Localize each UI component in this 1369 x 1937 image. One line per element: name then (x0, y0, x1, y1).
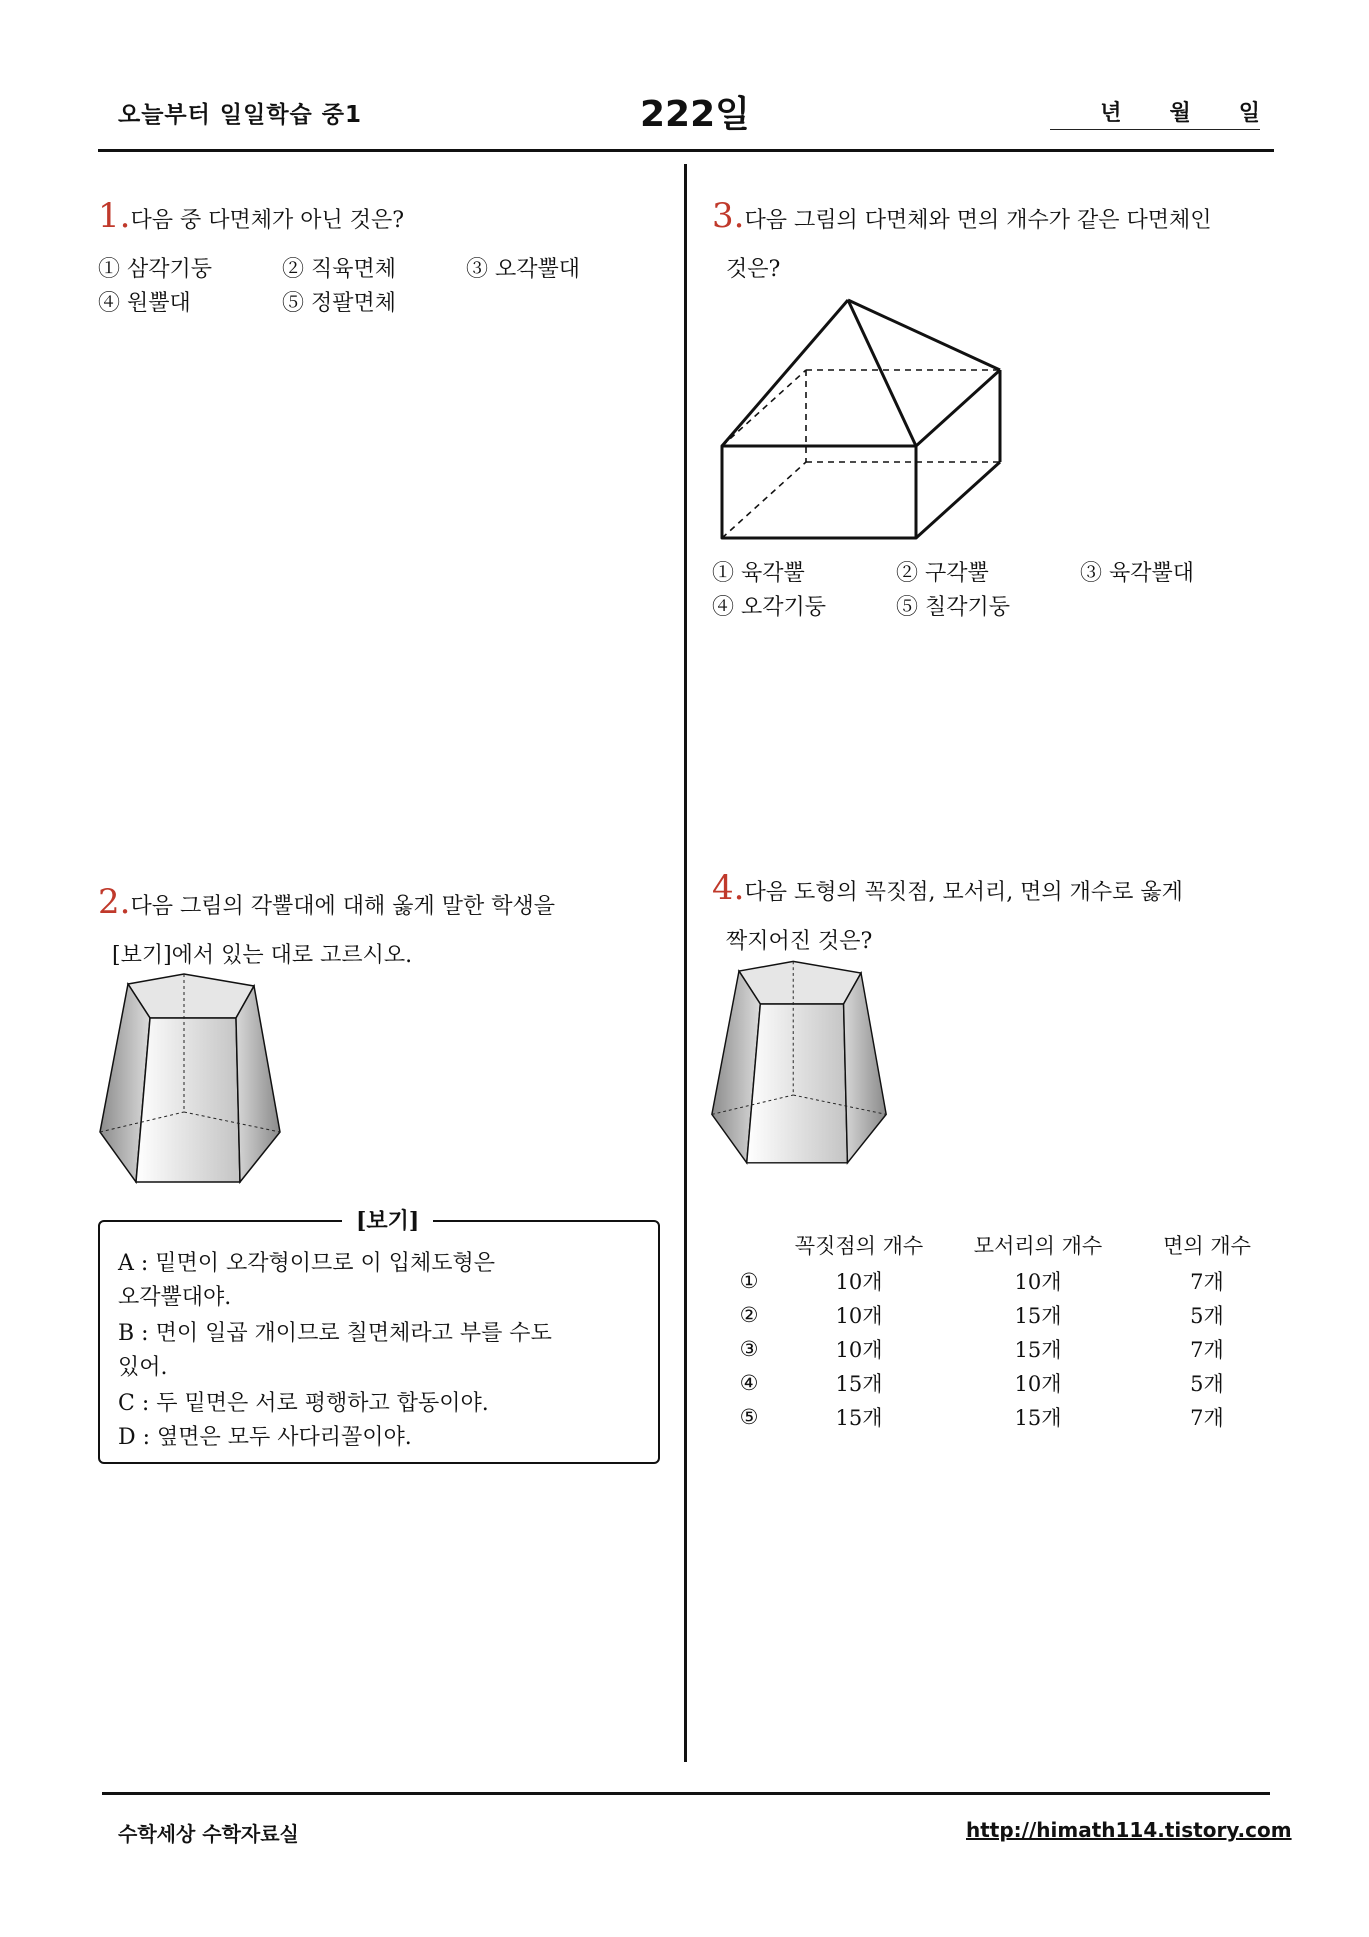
question-4-text: 다음 도형의 꼭짓점, 모서리, 면의 개수로 옳게 (744, 880, 1183, 905)
faces-cell: 7개 (1190, 1338, 1224, 1362)
q3-choice-3: ③ 육각뿔대 (1080, 561, 1195, 586)
option-marker: ③ (739, 1337, 759, 1361)
example-box-title: [보기] (342, 1204, 433, 1235)
edges-cell: 15개 (1014, 1406, 1062, 1430)
vertices-cell: 10개 (835, 1338, 883, 1362)
table-header-blank (722, 1230, 776, 1264)
date-field (1050, 96, 1260, 130)
edges-cell: 15개 (1014, 1338, 1062, 1362)
table-row (722, 1332, 1280, 1366)
pentagonal-frustum-figure-2 (708, 958, 892, 1172)
vertices-cell: 15개 (835, 1372, 883, 1396)
option-marker: ① (739, 1269, 759, 1293)
example-line-b: B : 면이 일곱 개이므로 칠면체라고 부를 수도 (118, 1321, 552, 1346)
table-header-vertices: 꼭짓점의 개수 (794, 1234, 924, 1258)
question-1 (98, 196, 404, 236)
option-marker: ④ (739, 1371, 759, 1395)
table-header-faces: 면의 개수 (1163, 1234, 1251, 1258)
example-line-a: A : 밑면이 오각형이므로 이 입체도형은 (118, 1251, 496, 1276)
edges-cell: 10개 (1014, 1270, 1062, 1294)
table-header-edges: 모서리의 개수 (973, 1234, 1103, 1258)
q3-choice-4: ④ 오각기둥 (712, 595, 827, 620)
question-3-text: 다음 그림의 다면체와 면의 개수가 같은 다면체인 (744, 208, 1212, 233)
table-row (722, 1366, 1280, 1400)
header-rule (98, 149, 1274, 152)
example-line-b-cont: 있어. (118, 1355, 168, 1380)
table-row (722, 1298, 1280, 1332)
question-4-text-cont: 짝지어진 것은? (726, 929, 873, 954)
faces-cell: 7개 (1190, 1270, 1224, 1294)
footer-url-link[interactable]: http://himath114.tistory.com (966, 1818, 1292, 1842)
q3-choice-5: ⑤ 칠각기둥 (896, 595, 1011, 620)
question-2-text-cont: [보기]에서 있는 대로 고르시오. (112, 943, 413, 968)
day-title: 222일 (640, 94, 750, 135)
example-line-a-cont: 오각뿔대야. (118, 1285, 232, 1310)
q3-choice-1: ① 육각뿔 (712, 561, 805, 586)
q1-choice-5: ⑤ 정팔면체 (282, 291, 397, 316)
question-4 (712, 868, 1183, 908)
q1-choice-4: ④ 원뿔대 (98, 291, 191, 316)
question-2 (98, 882, 555, 922)
column-divider (684, 164, 687, 1762)
date-day-label: 일 (1238, 101, 1260, 126)
footer-rule (102, 1792, 1270, 1795)
pentagonal-frustum-figure (96, 972, 286, 1190)
vertices-cell: 15개 (835, 1406, 883, 1430)
question-3-number: 3. (712, 196, 745, 236)
question-4-number: 4. (712, 868, 745, 908)
question-3 (712, 196, 1211, 236)
date-month-label: 월 (1169, 101, 1191, 126)
edges-cell: 15개 (1014, 1304, 1062, 1328)
q1-choice-2: ② 직육면체 (282, 257, 397, 282)
footer-site-name: 수학세상 수학자료실 (118, 1822, 299, 1846)
question-2-text: 다음 그림의 각뿔대에 대해 옳게 말한 학생을 (130, 894, 555, 919)
question-1-text: 다음 중 다면체가 아닌 것은? (130, 208, 404, 233)
worksheet-series: 오늘부터 일일학습 중1 (118, 102, 362, 128)
question-3-text-cont: 것은? (726, 257, 781, 282)
question-2-number: 2. (98, 882, 131, 922)
option-marker: ② (739, 1303, 759, 1327)
date-year-label: 년 (1100, 101, 1122, 126)
table-header-row (722, 1230, 1280, 1264)
table-row (722, 1400, 1280, 1434)
q3-choice-2: ② 구각뿔 (896, 561, 989, 586)
faces-cell: 5개 (1190, 1372, 1224, 1396)
question-1-number: 1. (98, 196, 131, 236)
q1-choice-1: ① 삼각기둥 (98, 257, 213, 282)
faces-cell: 5개 (1190, 1304, 1224, 1328)
edges-cell: 10개 (1014, 1372, 1062, 1396)
q1-choice-3: ③ 오각뿔대 (466, 257, 581, 282)
vertices-cell: 10개 (835, 1304, 883, 1328)
table-row (722, 1264, 1280, 1298)
faces-cell: 7개 (1190, 1406, 1224, 1430)
example-line-d: D : 옆면은 모두 사다리꼴이야. (118, 1425, 412, 1450)
answer-options-table (722, 1230, 1280, 1434)
house-polyhedron-figure (712, 292, 1012, 542)
vertices-cell: 10개 (835, 1270, 883, 1294)
example-line-c: C : 두 밑면은 서로 평행하고 합동이야. (118, 1391, 489, 1416)
option-marker: ⑤ (739, 1405, 759, 1429)
